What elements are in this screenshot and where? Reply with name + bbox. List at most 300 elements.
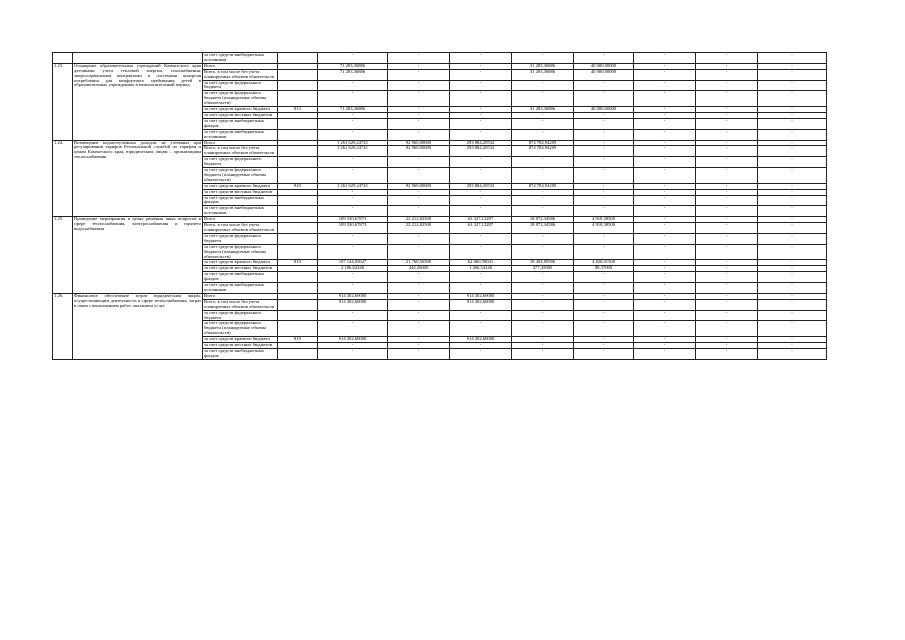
amount-cell: - (318, 53, 388, 64)
funding-source-cell: за счет средств краевого бюджета (203, 337, 278, 343)
amount-cell: - (758, 272, 827, 283)
amount-cell: 40 000,00000 (574, 107, 634, 113)
amount-cell: - (318, 129, 388, 140)
amount-cell: - (696, 217, 758, 223)
budget-code-cell (278, 299, 318, 310)
budget-code-cell (278, 129, 318, 140)
budget-code-cell (278, 272, 318, 283)
amount-cell: - (634, 129, 696, 140)
amount-cell: - (512, 233, 574, 244)
amount-cell: 1 261 629,24741 (318, 146, 388, 157)
amount-cell: - (758, 107, 827, 113)
amount-cell: 4 820,01500 (574, 260, 634, 266)
amount-cell: - (574, 337, 634, 343)
amount-cell: - (634, 206, 696, 217)
amount-cell: - (634, 183, 696, 189)
amount-cell: - (758, 293, 827, 299)
amount-cell: - (388, 299, 450, 310)
amount-cell: - (388, 321, 450, 337)
budget-code-cell (278, 206, 318, 217)
funding-source-cell: за счет средств местных бюджетов (203, 112, 278, 118)
funding-source-cell: за счет средств краевого бюджета (203, 260, 278, 266)
amount-cell: - (696, 63, 758, 69)
amount-cell: - (758, 129, 827, 140)
amount-cell: 98,37000 (574, 266, 634, 272)
budget-code-cell (278, 244, 318, 260)
amount-cell: - (388, 348, 450, 359)
row-index-cell: 1.26. (53, 293, 73, 359)
amount-cell: - (758, 195, 827, 206)
amount-cell: - (388, 91, 450, 107)
amount-cell: - (450, 321, 512, 337)
amount-cell: - (450, 80, 512, 91)
amount-cell: - (450, 91, 512, 107)
amount-cell: 21 768,56500 (388, 260, 450, 266)
amount-cell: - (450, 63, 512, 69)
amount-cell: - (388, 168, 450, 184)
amount-cell: - (318, 118, 388, 129)
budget-code-cell (278, 91, 318, 107)
amount-cell: 63 327,12287 (450, 223, 512, 234)
amount-cell: - (634, 112, 696, 118)
funding-source-cell: Всего, в том числе без учета планируемых объемов обязательств (203, 69, 278, 80)
amount-cell: - (574, 157, 634, 168)
amount-cell: - (574, 206, 634, 217)
funding-source-cell: за счет средств федерального бюджета (планируемые объемы обязательств) (203, 91, 278, 107)
amount-cell: - (696, 348, 758, 359)
amount-cell: - (450, 343, 512, 349)
funding-source-cell: Всего, в том числе без учета планируемых объемов обязательств (203, 299, 278, 310)
funding-source-cell: за счет средств внебюджетных источников (203, 53, 278, 64)
funding-source-cell: за счет средств федерального бюджета (планируемые объемы обязательств) (203, 244, 278, 260)
amount-cell: - (696, 293, 758, 299)
amount-cell: - (758, 112, 827, 118)
amount-cell: - (512, 283, 574, 294)
amount-cell: - (696, 112, 758, 118)
row-index-cell: 1.24. (53, 140, 73, 217)
amount-cell: 914 302,60000 (450, 299, 512, 310)
amount-cell: - (388, 157, 450, 168)
amount-cell: 1 261 629,24741 (318, 183, 388, 189)
funding-source-cell: Всего (203, 140, 278, 146)
amount-cell: - (450, 69, 512, 80)
amount-cell: - (318, 343, 388, 349)
budget-table (52, 52, 827, 360)
amount-cell: - (634, 343, 696, 349)
amount-cell: - (634, 348, 696, 359)
amount-cell: - (574, 293, 634, 299)
amount-cell: - (512, 272, 574, 283)
amount-cell: - (634, 266, 696, 272)
amount-cell: - (318, 195, 388, 206)
amount-cell: - (450, 157, 512, 168)
amount-cell: - (574, 283, 634, 294)
amount-cell: - (634, 233, 696, 244)
amount-cell: - (634, 168, 696, 184)
amount-cell: 92 960,00000 (388, 183, 450, 189)
funding-source-cell: за счет средств местных бюджетов (203, 189, 278, 195)
budget-code-cell (278, 283, 318, 294)
amount-cell: - (512, 118, 574, 129)
budget-code-cell (278, 69, 318, 80)
budget-code-cell (278, 321, 318, 337)
amount-cell: - (388, 129, 450, 140)
budget-code-cell (278, 310, 318, 321)
amount-cell: - (318, 168, 388, 184)
amount-cell: - (696, 244, 758, 260)
amount-cell: - (758, 140, 827, 146)
amount-cell: 18 872,34586 (512, 217, 574, 223)
amount-cell: 22 212,82500 (388, 223, 450, 234)
amount-cell: - (512, 80, 574, 91)
row-index-cell: 1.23. (53, 63, 73, 140)
amount-cell: - (574, 348, 634, 359)
amount-cell: - (450, 206, 512, 217)
amount-cell: - (634, 146, 696, 157)
amount-cell: 63 327,12287 (450, 217, 512, 223)
amount-cell: - (696, 69, 758, 80)
amount-cell: 914 302,60000 (318, 337, 388, 343)
amount-cell: - (696, 266, 758, 272)
amount-cell: - (574, 299, 634, 310)
amount-cell: - (758, 337, 827, 343)
amount-cell: 914 302,60000 (318, 293, 388, 299)
budget-code-cell (278, 195, 318, 206)
funding-source-cell: за счет средств внебюджетных источников (203, 129, 278, 140)
amount-cell: - (758, 206, 827, 217)
amount-cell: - (758, 283, 827, 294)
row-description-cell: Возмещение недополученных доходов, не учтенных при регулировании тарифов Региональной службой по тарифам и ценам Камчатского края, юридическим лицам – организациям теплоснабжения (73, 140, 203, 217)
funding-source-cell: за счет средств федерального бюджета (203, 233, 278, 244)
budget-code-cell (278, 233, 318, 244)
funding-source-cell: за счет средств внебюджетных фондов (203, 348, 278, 359)
amount-cell: - (388, 107, 450, 113)
amount-cell: - (450, 168, 512, 184)
budget-code-cell (278, 223, 318, 234)
amount-cell: - (574, 183, 634, 189)
budget-code-cell (278, 348, 318, 359)
amount-cell: - (388, 337, 450, 343)
amount-cell: - (450, 272, 512, 283)
amount-cell: - (634, 91, 696, 107)
amount-cell: - (388, 112, 450, 118)
amount-cell: - (318, 348, 388, 359)
amount-cell: - (634, 260, 696, 266)
amount-cell: - (574, 129, 634, 140)
amount-cell: - (696, 272, 758, 283)
amount-cell: - (318, 91, 388, 107)
budget-code-cell: 813 (278, 107, 318, 113)
amount-cell: - (634, 53, 696, 64)
amount-cell: - (696, 321, 758, 337)
funding-source-cell: за счет средств внебюджетных источников (203, 206, 278, 217)
amount-cell: - (318, 244, 388, 260)
funding-source-cell: Всего (203, 63, 278, 69)
amount-cell: 40 000,00000 (574, 63, 634, 69)
amount-cell: - (512, 112, 574, 118)
amount-cell: - (634, 80, 696, 91)
amount-cell: - (574, 140, 634, 146)
amount-cell: - (318, 206, 388, 217)
amount-cell: - (758, 343, 827, 349)
amount-cell: - (574, 343, 634, 349)
amount-cell: - (696, 189, 758, 195)
amount-cell: - (450, 195, 512, 206)
amount-cell: - (634, 69, 696, 80)
amount-cell: - (758, 157, 827, 168)
amount-cell: - (388, 80, 450, 91)
budget-code-cell: 810 (278, 260, 318, 266)
amount-cell: - (388, 233, 450, 244)
amount-cell: - (696, 146, 758, 157)
budget-code-cell: 810 (278, 337, 318, 343)
table-body (53, 53, 827, 360)
amount-cell: - (758, 91, 827, 107)
amount-cell: 18 494,89586 (512, 260, 574, 266)
amount-cell: - (634, 337, 696, 343)
amount-cell: - (512, 157, 574, 168)
amount-cell: - (450, 310, 512, 321)
amount-cell: - (758, 321, 827, 337)
amount-cell: - (512, 321, 574, 337)
amount-cell: - (634, 310, 696, 321)
amount-cell: - (634, 321, 696, 337)
row-description-cell: Проведение мероприятия в целях решения иных вопросов в сфере теплоснабжения, электроснабжения и горячего водоснабжения (73, 217, 203, 294)
amount-cell: 107 144,05627 (318, 260, 388, 266)
budget-code-cell (278, 53, 318, 64)
amount-cell: 4 918,38500 (574, 223, 634, 234)
amount-cell: 874 784,94209 (512, 183, 574, 189)
amount-cell: - (696, 310, 758, 321)
amount-cell: - (512, 310, 574, 321)
funding-source-cell: за счет средств внебюджетных фондов (203, 118, 278, 129)
amount-cell: 31 283,36886 (512, 63, 574, 69)
amount-cell: - (574, 244, 634, 260)
amount-cell: - (388, 195, 450, 206)
amount-cell: - (318, 80, 388, 91)
budget-code-cell (278, 80, 318, 91)
amount-cell: 874 784,94209 (512, 146, 574, 157)
amount-cell: - (450, 233, 512, 244)
amount-cell: - (574, 195, 634, 206)
amount-cell: - (318, 321, 388, 337)
amount-cell: - (634, 140, 696, 146)
amount-cell: - (388, 69, 450, 80)
amount-cell: - (758, 168, 827, 184)
row-description-cell: Финансовое обеспечение затрат юридическим лицам, осуществляющим деятельность в сфере теплоснабжения, затрат в связи с выполнением работ, оказанием услуг (73, 293, 203, 359)
funding-source-cell: Всего (203, 293, 278, 299)
budget-code-cell (278, 146, 318, 157)
amount-cell: 4 918,38500 (574, 217, 634, 223)
amount-cell: - (318, 233, 388, 244)
amount-cell: - (696, 183, 758, 189)
amount-cell: - (512, 195, 574, 206)
amount-cell: 1 261 629,24741 (318, 140, 388, 146)
amount-cell: - (574, 53, 634, 64)
amount-cell: - (634, 195, 696, 206)
amount-cell: - (450, 112, 512, 118)
funding-source-cell: за счет средств местных бюджетов (203, 266, 278, 272)
amount-cell: - (388, 310, 450, 321)
amount-cell: - (388, 53, 450, 64)
row-index-cell: 1.25. (53, 217, 73, 294)
funding-source-cell: Всего (203, 217, 278, 223)
amount-cell: - (450, 118, 512, 129)
amount-cell: - (318, 310, 388, 321)
amount-cell: - (634, 283, 696, 294)
amount-cell: - (758, 217, 827, 223)
amount-cell: - (634, 272, 696, 283)
amount-cell: - (758, 53, 827, 64)
funding-source-cell: за счет средств федерального бюджета (планируемые объемы обязательств) (203, 321, 278, 337)
amount-cell: - (696, 206, 758, 217)
amount-cell: - (696, 80, 758, 91)
amount-cell: - (318, 157, 388, 168)
amount-cell: - (512, 337, 574, 343)
amount-cell: - (512, 189, 574, 195)
amount-cell: - (574, 80, 634, 91)
amount-cell: 914 302,60000 (318, 299, 388, 310)
amount-cell: 31 283,36886 (512, 69, 574, 80)
amount-cell: - (512, 293, 574, 299)
funding-source-cell: за счет средств внебюджетных фондов (203, 272, 278, 283)
amount-cell: - (696, 299, 758, 310)
amount-cell: - (574, 233, 634, 244)
amount-cell: - (696, 118, 758, 129)
budget-code-cell (278, 118, 318, 129)
amount-cell: 914 302,60000 (450, 337, 512, 343)
amount-cell: - (758, 260, 827, 266)
amount-cell: - (696, 260, 758, 266)
amount-cell: - (634, 299, 696, 310)
amount-cell: - (388, 293, 450, 299)
amount-cell: - (388, 206, 450, 217)
amount-cell: - (574, 272, 634, 283)
amount-cell: - (512, 348, 574, 359)
amount-cell: - (574, 146, 634, 157)
budget-code-cell (278, 157, 318, 168)
amount-cell: 377,45000 (512, 266, 574, 272)
amount-cell: - (696, 283, 758, 294)
amount-cell: - (634, 217, 696, 223)
amount-cell: - (758, 183, 827, 189)
amount-cell: - (696, 53, 758, 64)
amount-cell: 109 330,67873 (318, 223, 388, 234)
amount-cell: 71 283,36886 (318, 63, 388, 69)
amount-cell: - (758, 189, 827, 195)
amount-cell: - (758, 146, 827, 157)
amount-cell: - (758, 299, 827, 310)
amount-cell: - (696, 223, 758, 234)
amount-cell: - (758, 63, 827, 69)
amount-cell: 293 884,20532 (450, 146, 512, 157)
funding-source-cell: Всего, в том числе без учета планируемых объемов обязательств (203, 223, 278, 234)
amount-cell: - (634, 189, 696, 195)
amount-cell: 1 266,54246 (450, 266, 512, 272)
amount-cell: - (318, 112, 388, 118)
amount-cell: 874 784,94209 (512, 140, 574, 146)
budget-code-cell (278, 168, 318, 184)
amount-cell: 18 872,34586 (512, 223, 574, 234)
amount-cell: - (634, 293, 696, 299)
amount-cell: - (696, 140, 758, 146)
amount-cell: - (512, 299, 574, 310)
amount-cell: 31 283,36886 (512, 107, 574, 113)
amount-cell: - (388, 272, 450, 283)
funding-source-cell: за счет средств федерального бюджета (203, 310, 278, 321)
row-index-cell (53, 53, 73, 64)
amount-cell: - (388, 244, 450, 260)
amount-cell: 22 212,82500 (388, 217, 450, 223)
amount-cell: - (634, 118, 696, 129)
amount-cell: - (574, 112, 634, 118)
amount-cell: - (388, 283, 450, 294)
amount-cell: - (696, 168, 758, 184)
funding-source-cell: за счет средств внебюджетных источников (203, 283, 278, 294)
amount-cell: - (696, 343, 758, 349)
amount-cell: - (758, 233, 827, 244)
amount-cell: - (574, 118, 634, 129)
amount-cell: - (450, 107, 512, 113)
amount-cell: - (758, 244, 827, 260)
amount-cell: 92 960,00000 (388, 146, 450, 157)
amount-cell: - (512, 129, 574, 140)
amount-cell: 92 960,00000 (388, 140, 450, 146)
funding-source-cell: за счет средств внебюджетных фондов (203, 195, 278, 206)
amount-cell: 62 060,58041 (450, 260, 512, 266)
amount-cell: - (758, 223, 827, 234)
amount-cell: - (758, 266, 827, 272)
amount-cell: - (574, 189, 634, 195)
amount-cell: - (512, 244, 574, 260)
amount-cell: 293 884,20532 (450, 140, 512, 146)
amount-cell: - (696, 107, 758, 113)
budget-code-cell: 843 (278, 183, 318, 189)
amount-cell: - (450, 189, 512, 195)
amount-cell: - (388, 343, 450, 349)
funding-source-cell: за счет средств краевого бюджета (203, 107, 278, 113)
amount-cell: - (634, 107, 696, 113)
amount-cell: - (318, 189, 388, 195)
amount-cell: - (696, 337, 758, 343)
row-description-cell: Оснащение образовательных учреждений Камчатского края датчиками учета тепловой энергии, газоснабжения, энергосервисными контрактами и системами контроля потребления для комфортного пребывания детей в образовательных учреждениях в межотопительный период (73, 63, 203, 140)
amount-cell: - (758, 118, 827, 129)
amount-cell: - (450, 53, 512, 64)
budget-table-page (52, 52, 826, 360)
amount-cell: - (758, 80, 827, 91)
amount-cell: - (758, 69, 827, 80)
amount-cell: - (318, 272, 388, 283)
amount-cell: - (634, 157, 696, 168)
funding-source-cell: за счет средств федерального бюджета (203, 157, 278, 168)
amount-cell: 914 302,60000 (450, 293, 512, 299)
row-description-cell (73, 53, 203, 64)
amount-cell: - (512, 53, 574, 64)
amount-cell: - (512, 343, 574, 349)
amount-cell: - (634, 223, 696, 234)
amount-cell: - (512, 91, 574, 107)
amount-cell: - (696, 233, 758, 244)
amount-cell: 293 884,20532 (450, 183, 512, 189)
amount-cell: - (574, 321, 634, 337)
amount-cell: - (696, 91, 758, 107)
amount-cell: 71 283,36886 (318, 69, 388, 80)
amount-cell: - (388, 63, 450, 69)
amount-cell: - (696, 157, 758, 168)
amount-cell: 40 000,00000 (574, 69, 634, 80)
amount-cell: - (696, 129, 758, 140)
funding-source-cell: за счет средств местных бюджетов (203, 343, 278, 349)
